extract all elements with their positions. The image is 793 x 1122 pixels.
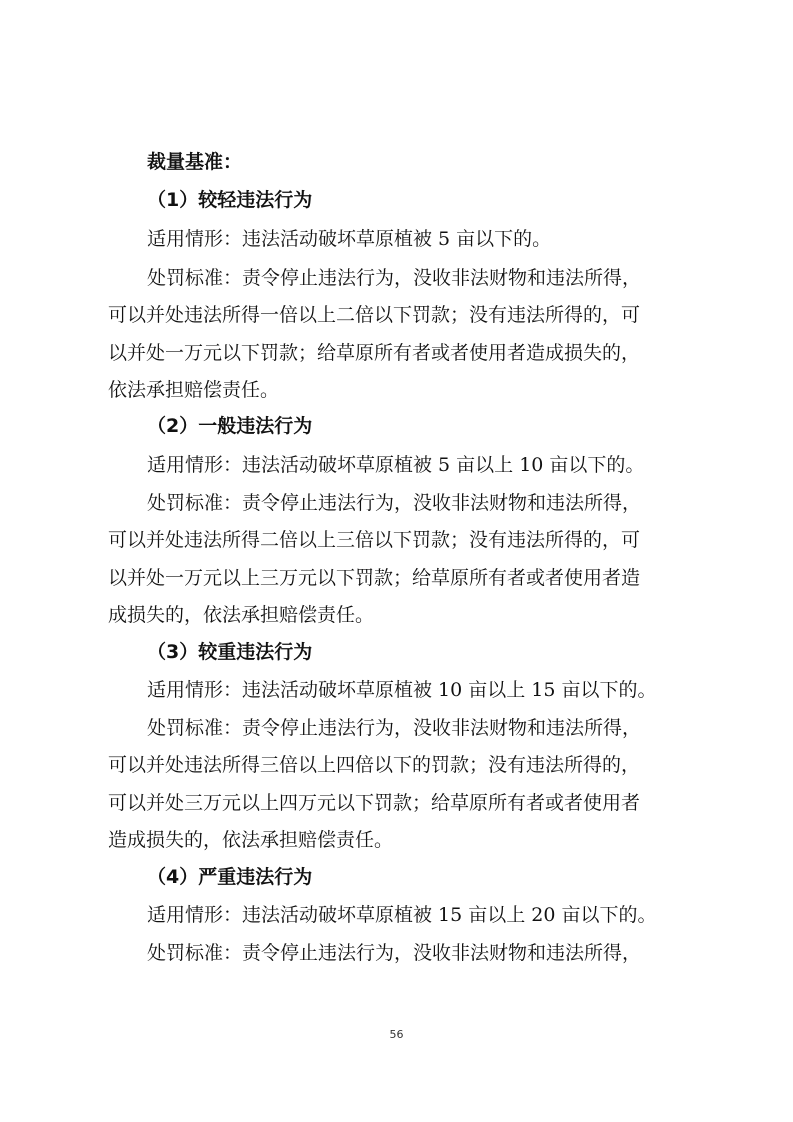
penalty-line: 处罚标准：责令停止违法行为，没收非法财物和违法所得， xyxy=(147,267,642,289)
penalty-line: 造成损失的，依法承担赔偿责任。 xyxy=(108,829,394,851)
section-heading-3: （3）较重违法行为 xyxy=(147,641,313,663)
penalty-line: 成损失的，依法承担赔偿责任。 xyxy=(108,604,375,626)
situation-2: 适用情形：违法活动破坏草原植被 5 亩以上 10 亩以下的。 xyxy=(147,454,645,476)
section-heading-4: （4）严重违法行为 xyxy=(147,866,313,888)
penalty-line: 可以并处违法所得一倍以上二倍以下罚款；没有违法所得的，可 xyxy=(108,304,641,326)
penalty-line: 处罚标准：责令停止违法行为，没收非法财物和违法所得， xyxy=(147,717,642,739)
penalty-line: 可以并处三万元以上四万元以下罚款；给草原所有者或者使用者 xyxy=(108,792,641,814)
situation-4: 适用情形：违法活动破坏草原植被 15 亩以上 20 亩以下的。 xyxy=(147,904,657,926)
section-heading-2: （2）一般违法行为 xyxy=(147,415,313,437)
penalty-line: 处罚标准：责令停止违法行为，没收非法财物和违法所得， xyxy=(147,942,642,964)
penalty-line: 以并处一万元以下罚款；给草原所有者或者使用者造成损失的， xyxy=(108,342,641,364)
section-heading-1: （1）较轻违法行为 xyxy=(147,189,313,211)
situation-1: 适用情形：违法活动破坏草原植被 5 亩以下的。 xyxy=(147,228,552,250)
section-title: 裁量基准： xyxy=(147,151,243,173)
situation-3: 适用情形：违法活动破坏草原植被 10 亩以上 15 亩以下的。 xyxy=(147,679,657,701)
penalty-line: 可以并处违法所得二倍以上三倍以下罚款；没有违法所得的，可 xyxy=(108,529,641,551)
page-number: 56 xyxy=(389,1028,404,1041)
penalty-line: 以并处一万元以上三万元以下罚款；给草原所有者或者使用者造 xyxy=(108,567,641,589)
penalty-line: 依法承担赔偿责任。 xyxy=(108,379,280,401)
penalty-line: 可以并处违法所得三倍以上四倍以下的罚款；没有违法所得的， xyxy=(108,754,641,776)
penalty-line: 处罚标准：责令停止违法行为，没收非法财物和违法所得， xyxy=(147,492,642,514)
